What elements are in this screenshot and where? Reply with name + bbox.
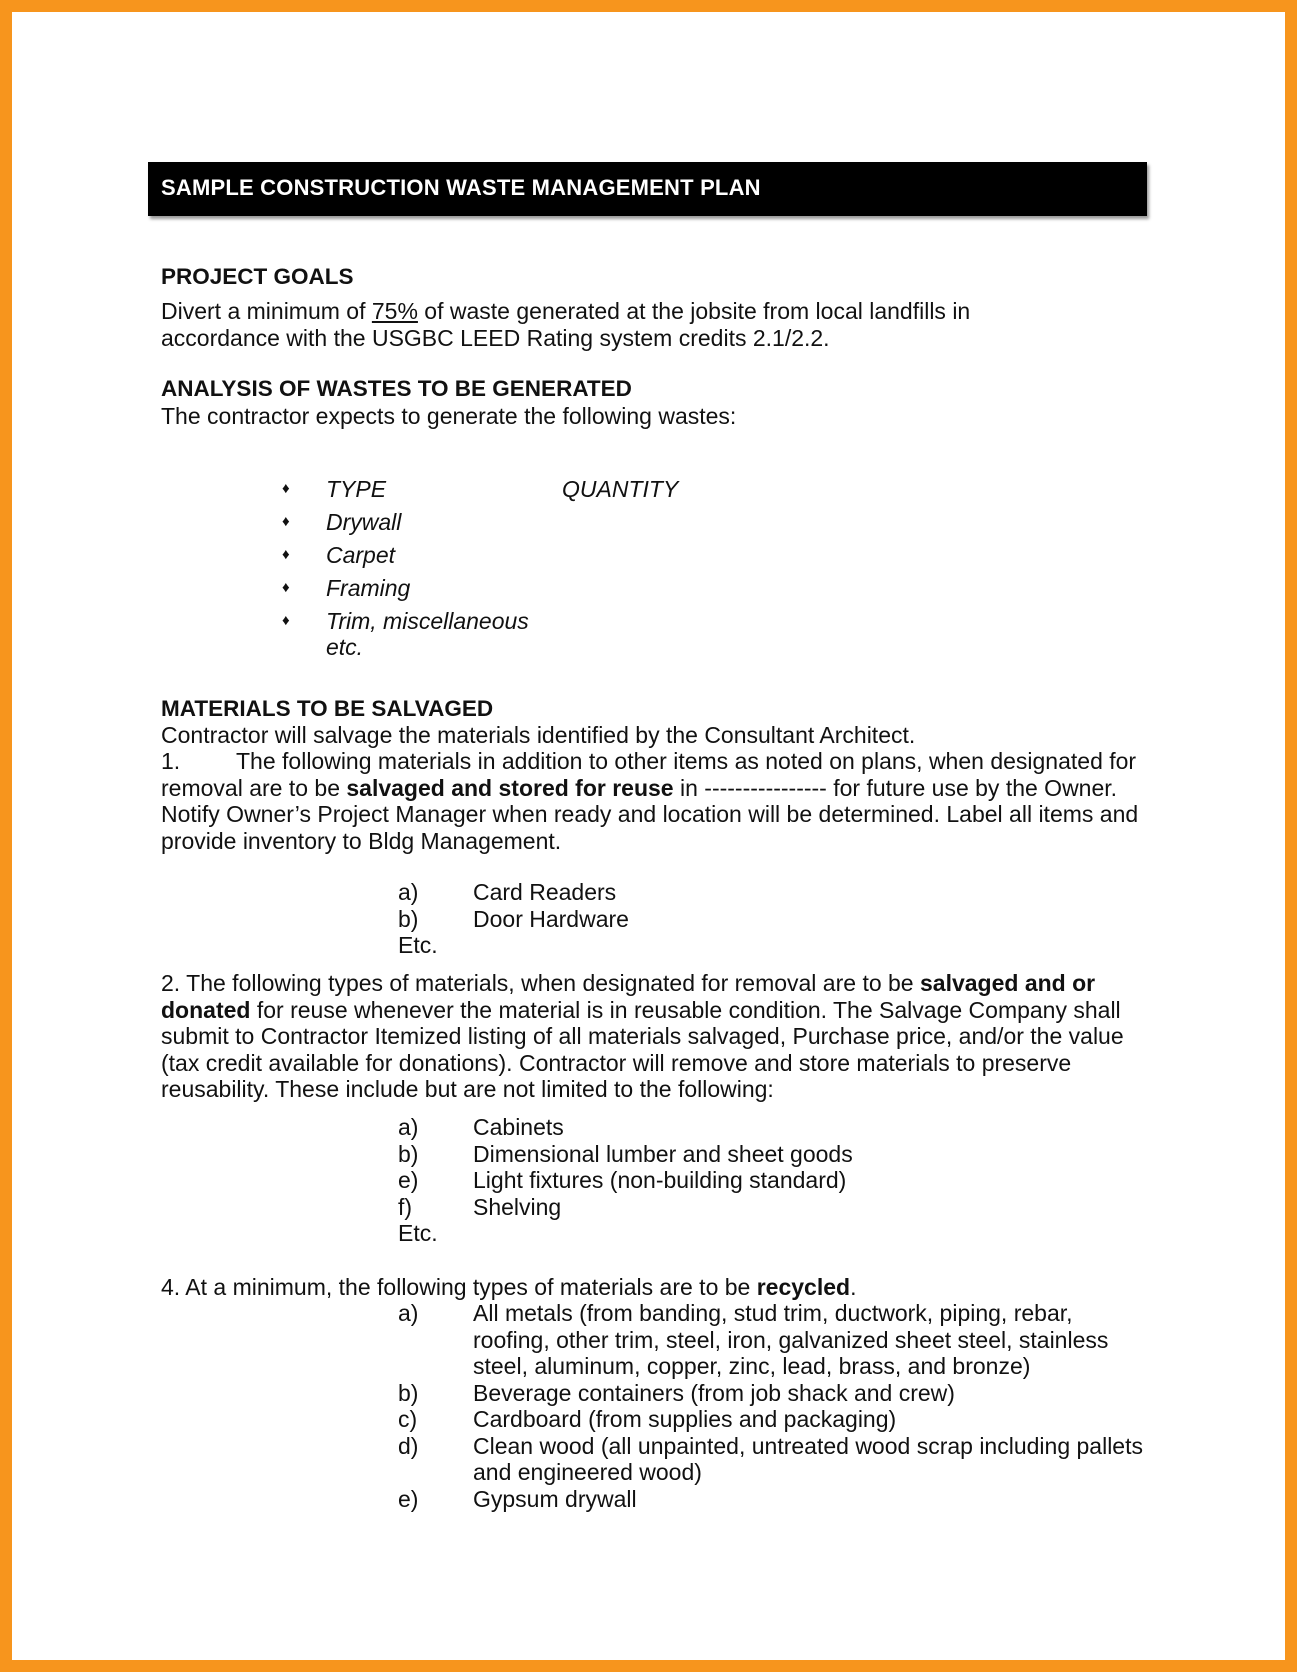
waste-type: Drywall: [326, 509, 402, 535]
list-item: [398, 1486, 1158, 1513]
list-item: [282, 608, 782, 634]
waste-type-list: [282, 476, 782, 667]
list-item: [398, 1300, 1158, 1380]
item-text: Cabinets: [473, 1114, 564, 1140]
salvage-paragraph-1: [161, 748, 1146, 854]
quantity-header: QUANTITY: [562, 476, 679, 502]
item-text: Card Readers: [473, 879, 617, 905]
salvage-intro: Contractor will salvage the materials identified by the Consultant Architect.: [161, 722, 916, 748]
list-item: [398, 1141, 1158, 1168]
item-text: Clean wood (all unpainted, untreated wood scrap including pallets and engineered wood): [473, 1432, 1143, 1485]
list-etc: Etc.: [398, 1220, 438, 1246]
item-label: a): [398, 879, 419, 905]
list-item: [398, 906, 1158, 933]
list-item: [398, 1380, 1158, 1407]
item-label: e): [398, 1485, 419, 1512]
item-label: c): [398, 1406, 418, 1432]
goals-text-start: Divert a minimum of: [161, 298, 372, 324]
diamond-bullet-icon: ♦: [282, 546, 290, 563]
p2-bold-text-2: donated: [161, 996, 251, 1023]
list-item: [398, 1433, 1158, 1486]
p1-text-start: The following materials in addition to other items as noted on plans, when designated for removal are to be: [161, 748, 1137, 801]
waste-type: Trim, miscellaneous: [326, 608, 529, 634]
list-item: [398, 1167, 1158, 1194]
item-label: e): [398, 1167, 419, 1193]
diamond-bullet-icon: ♦: [282, 513, 290, 530]
list-item: [398, 879, 1158, 906]
list-etc: Etc.: [398, 932, 438, 958]
salvage-paragraph-2: [161, 970, 1146, 1103]
item-text: Dimensional lumber and sheet goods: [473, 1140, 853, 1167]
list-item: [282, 542, 782, 575]
recycle-paragraph: [161, 1274, 1151, 1301]
goals-percent: 75%: [371, 298, 418, 324]
item-text: Door Hardware: [473, 905, 629, 932]
analysis-intro: The contractor expects to generate the following wastes:: [161, 403, 737, 429]
list-item: [282, 634, 782, 667]
p2-bold-text-1: salvaged and or: [920, 970, 1096, 996]
document-title: SAMPLE CONSTRUCTION WASTE MANAGEMENT PLAN: [161, 175, 761, 200]
item-text: Light fixtures (non-building standard): [473, 1167, 847, 1193]
project-goals-text: [161, 298, 1061, 351]
type-header: TYPE: [326, 476, 387, 502]
p4-bold-text: recycled: [756, 1274, 851, 1300]
item-text: Beverage containers (from job shack and crew): [473, 1379, 955, 1406]
item-label: a): [398, 1114, 419, 1140]
item-text: Gypsum drywall: [473, 1485, 637, 1512]
list-item: [398, 1194, 1158, 1221]
p2-text-end: for reuse whenever the material is in reusable condition. The Salvage Company shall submit to Contractor Itemized listing of all materials salvaged, Purchase price, and/or the value (tax credit available for donations). Contractor will remove and store materials to preserve reusability. These include but are not limited to the following:: [161, 996, 1124, 1102]
p1-bold-text: salvaged and stored for reuse: [346, 774, 674, 801]
item-text: Cardboard (from supplies and packaging): [473, 1406, 897, 1432]
title-bar: [148, 162, 1147, 216]
waste-type: etc.: [326, 634, 364, 660]
p2-text-start: 2. The following types of materials, when designated for removal are to be: [161, 970, 920, 996]
waste-header-row: [282, 476, 782, 509]
p4-text-end: .: [850, 1274, 857, 1300]
p1-text-end: in ---------------- for future use by the Owner. Notify Owner’s Project Manager when ready and location will be determined. Label all items and provide inventory to Bldg Management.: [161, 774, 1139, 854]
list-item: [398, 1406, 1158, 1433]
salvage-list-2: [398, 1114, 1158, 1247]
list-item: [282, 575, 782, 608]
p4-text-start: 4. At a minimum, the following types of materials are to be: [161, 1274, 757, 1300]
salvage-heading: MATERIALS TO BE SALVAGED: [161, 696, 494, 721]
goals-text-end: of waste generated at the jobsite from local landfills in accordance with the USGBC LEED Rating system credits 2.1/2.2.: [161, 298, 971, 351]
item-label: d): [398, 1432, 419, 1459]
item-label: b): [398, 1140, 419, 1167]
waste-type: Framing: [326, 575, 411, 601]
list-item: [398, 1114, 1158, 1141]
item-label: b): [398, 1379, 419, 1406]
list-item: [282, 509, 782, 542]
project-goals-heading: PROJECT GOALS: [161, 264, 354, 289]
item-label: f): [398, 1193, 413, 1220]
item-text: Shelving: [473, 1193, 562, 1220]
analysis-heading: ANALYSIS OF WASTES TO BE GENERATED: [161, 376, 632, 401]
item-label: b): [398, 905, 419, 932]
waste-type: Carpet: [326, 542, 396, 568]
diamond-bullet-icon: ♦: [282, 579, 290, 596]
diamond-bullet-icon: ♦: [282, 480, 290, 497]
paragraph-number: 1.: [161, 748, 181, 774]
item-text: All metals (from banding, stud trim, ductwork, piping, rebar, roofing, other trim, steel, iron, galvanized sheet steel, stainless steel, aluminum, copper, zinc, lead, brass, and bronze): [473, 1300, 1109, 1379]
recycle-list: [398, 1300, 1158, 1512]
diamond-bullet-icon: ♦: [282, 612, 290, 629]
salvage-list-1: [398, 879, 1158, 959]
item-label: a): [398, 1300, 419, 1326]
